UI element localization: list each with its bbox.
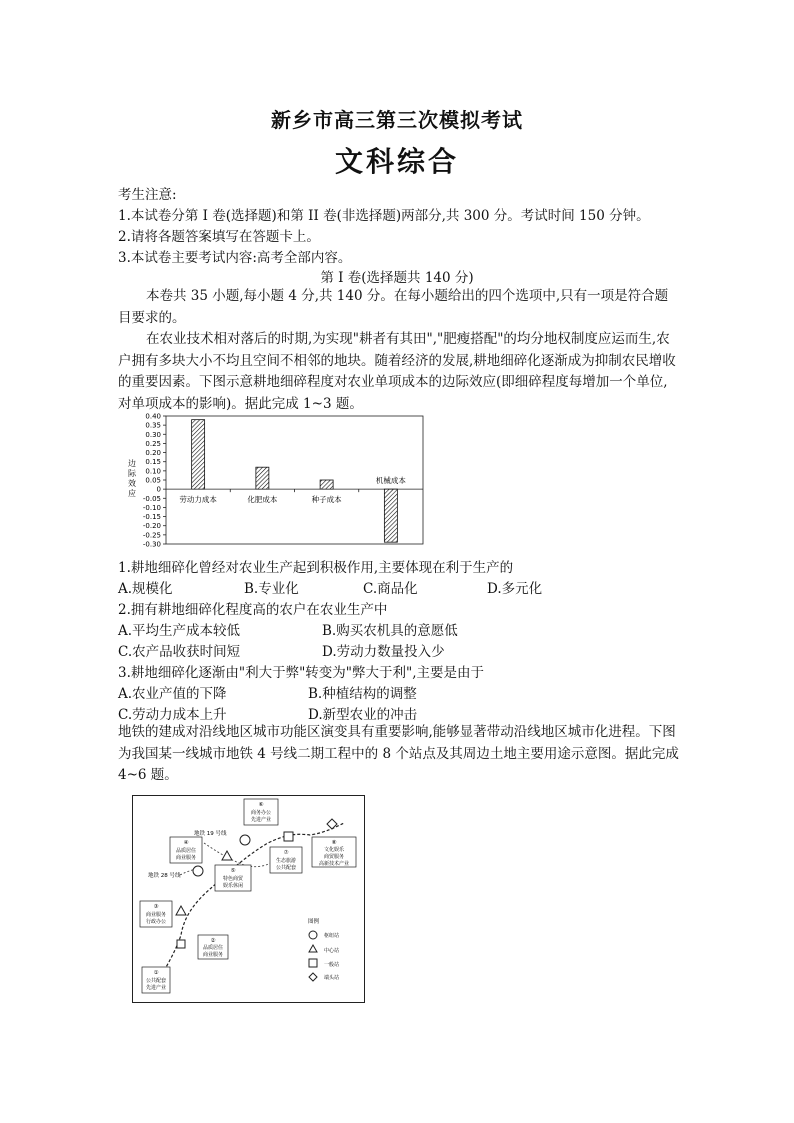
category-label: 化肥成本 — [247, 495, 278, 505]
option-d[interactable]: D.新型农业的冲击 — [308, 707, 418, 723]
y-tick-label: 0.10 — [145, 467, 161, 476]
hub-station-icon — [309, 931, 317, 939]
svg-text:先进产业: 先进产业 — [250, 817, 272, 823]
category-label: 劳动力成本 — [179, 495, 217, 505]
line-19-label: 地铁 19 号线 — [194, 831, 227, 837]
station-6-box — [244, 799, 278, 825]
svg-text:⑥: ⑥ — [258, 802, 264, 808]
svg-text:商业服务: 商业服务 — [175, 855, 197, 861]
svg-text:⑦: ⑦ — [283, 850, 289, 856]
notice-heading: 考生注意: — [118, 187, 177, 203]
material-2: 地铁的建成对沿线地区城市功能区演变具有重要影响,能够显著带动沿线地区城市化进程。下图为我国某一线城市地铁 4 号线二期工程中的 8 个站点及其周边土地主要用途示意图。据此完成 4~6 题。 — [118, 724, 679, 783]
svg-text:②: ② — [210, 938, 216, 944]
material-1: 在农业技术相对落后的时期,为实现"耕者有其田","肥瘦搭配"的均分地权制度应运而生,农户拥有多块大小不均且空间不相邻的地块。随着经济的发展,耕地细碎化逐渐成为抑制农民增收的重要因素。下图示意耕地细碎程度对农业单项成本的边际效应(即细碎程度每增加一个单位,对单项成本的影响)。据此完成 1~3 题。 — [118, 331, 676, 412]
y-tick-label: -0.20 — [142, 522, 161, 531]
svg-text:图例: 图例 — [308, 919, 320, 925]
svg-text:行政办公: 行政办公 — [145, 919, 167, 925]
svg-text:文化娱乐: 文化娱乐 — [323, 847, 345, 853]
y-tick-label: -0.10 — [142, 503, 161, 512]
y-tick-label: 0.35 — [145, 421, 161, 430]
svg-text:⑤: ⑤ — [230, 868, 236, 874]
hub-station-icon — [193, 866, 203, 876]
bar — [320, 480, 333, 489]
svg-text:商业服务: 商业服务 — [145, 912, 167, 918]
svg-text:枢纽站: 枢纽站 — [324, 933, 340, 939]
y-tick-label: 0.40 — [145, 412, 161, 421]
y-tick-label: -0.05 — [142, 494, 161, 503]
general-station-icon — [309, 959, 317, 967]
option-c[interactable]: C.商品化 — [363, 581, 418, 597]
svg-text:商业服务: 商业服务 — [202, 952, 224, 958]
option-a[interactable]: A.平均生产成本较低 — [118, 623, 241, 639]
notice-item: 1.本试卷分第 I 卷(选择题)和第 II 卷(非选择题)两部分,共 300 分。考试时间 150 分钟。 — [118, 208, 650, 224]
svg-text:一般站: 一般站 — [324, 962, 340, 968]
option-c[interactable]: C.劳动力成本上升 — [118, 707, 227, 723]
station-4-box — [170, 837, 202, 863]
option-b[interactable]: B.购买农机具的意愿低 — [322, 623, 458, 639]
station-1-box — [142, 967, 170, 993]
svg-text:①: ① — [153, 970, 159, 976]
y-tick-label: 0.25 — [145, 439, 161, 448]
option-b[interactable]: B.种植结构的调整 — [308, 686, 417, 702]
option-d[interactable]: D.多元化 — [487, 581, 543, 597]
svg-text:品质居住: 品质居住 — [175, 848, 197, 854]
svg-text:品质居住: 品质居住 — [202, 945, 224, 951]
y-tick-label: 0 — [156, 485, 161, 494]
bar — [256, 467, 269, 489]
exam-subject: 文科综合 — [334, 145, 459, 178]
section-title: 第 I 卷(选择题共 140 分) — [320, 270, 474, 286]
question-1-stem: 1.耕地细碎化曾经对农业生产起到积极作用,主要体现在利于生产的 — [118, 560, 514, 576]
station-5-box — [215, 865, 251, 891]
svg-text:端头站: 端头站 — [324, 975, 340, 981]
general-station-icon — [284, 832, 293, 841]
option-d[interactable]: D.劳动力数量投入少 — [322, 644, 445, 660]
line-28-label: 地铁 28 号线 — [148, 873, 181, 879]
y-axis-label-2: 际 — [128, 469, 136, 478]
hub-station-icon — [240, 835, 250, 845]
y-tick-label: 0.30 — [145, 430, 161, 439]
y-tick-label: 0.15 — [145, 458, 161, 467]
general-station-icon — [177, 940, 185, 948]
station-7-box — [270, 847, 302, 873]
svg-text:商贸服务: 商贸服务 — [323, 854, 345, 860]
option-a[interactable]: A.规模化 — [118, 581, 173, 597]
svg-text:生态旅游: 生态旅游 — [275, 858, 297, 864]
svg-text:商务办公: 商务办公 — [250, 810, 272, 816]
y-tick-label: -0.30 — [142, 540, 161, 549]
svg-text:④: ④ — [183, 840, 189, 846]
y-axis-label-3: 效 — [128, 479, 136, 488]
y-tick-label: 0.05 — [145, 476, 161, 485]
bar — [384, 489, 397, 542]
station-8-box — [312, 837, 356, 867]
notice-item: 3.本试卷主要考试内容:高考全部内容。 — [118, 250, 352, 266]
section-intro: 本卷共 35 小题,每小题 4 分,共 140 分。在每小题给出的四个选项中,只有一项是符合题目要求的。 — [118, 288, 669, 326]
y-tick-label: -0.25 — [142, 531, 161, 540]
svg-text:公共配套: 公共配套 — [275, 865, 297, 871]
svg-text:中心站: 中心站 — [324, 948, 340, 954]
exam-title: 新乡市高三第三次模拟考试 — [271, 108, 523, 132]
option-c[interactable]: C.农产品收获时间短 — [118, 644, 241, 660]
y-tick-label: -0.15 — [142, 513, 161, 522]
category-label: 机械成本 — [375, 476, 406, 486]
notice-item: 2.请将各题答案填写在答题卡上。 — [118, 229, 320, 245]
svg-text:公共配套: 公共配套 — [145, 978, 167, 984]
svg-text:高新技术产业: 高新技术产业 — [318, 861, 350, 867]
svg-text:⑧: ⑧ — [331, 840, 337, 846]
station-3-box — [140, 901, 172, 927]
marginal-effect-chart — [118, 412, 438, 557]
bar — [192, 420, 205, 489]
option-a[interactable]: A.农业产值的下降 — [118, 686, 227, 702]
option-b[interactable]: B.专业化 — [244, 581, 299, 597]
question-3-stem: 3.耕地细碎化逐渐由"利大于弊"转变为"弊大于利",主要是由于 — [118, 665, 485, 681]
station-2-box — [198, 935, 228, 959]
svg-text:③: ③ — [153, 904, 159, 910]
question-2-stem: 2.拥有耕地细碎化程度高的农户在农业生产中 — [118, 602, 388, 618]
y-tick-label: 0.20 — [145, 449, 161, 458]
y-axis-label-4: 应 — [128, 489, 136, 498]
svg-text:先进产业: 先进产业 — [145, 985, 167, 991]
y-axis-label-1: 边 — [128, 459, 136, 468]
metro-map — [132, 795, 365, 1003]
svg-text:娱乐休闲: 娱乐休闲 — [222, 883, 244, 889]
svg-text:特色商贸: 特色商贸 — [222, 876, 244, 882]
category-label: 种子成本 — [311, 495, 342, 505]
